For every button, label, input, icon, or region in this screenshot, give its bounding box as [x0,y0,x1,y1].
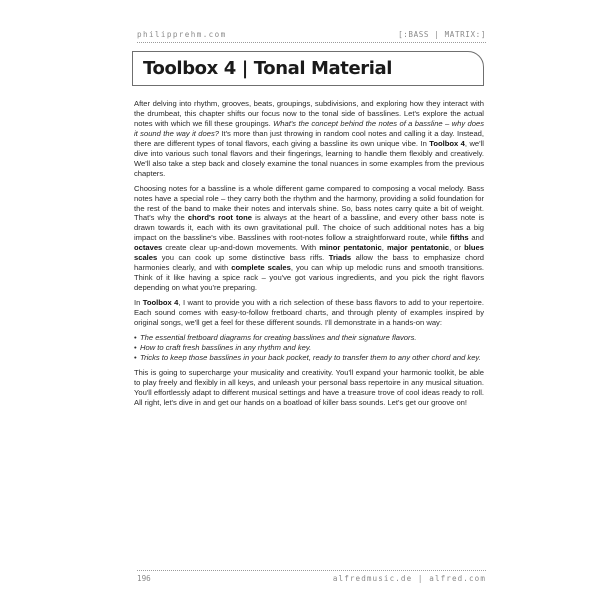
text-run: allow the bass to emphasize chord harmonies clearly, and with [134,253,484,273]
bold-term: Toolbox 4 [429,138,465,148]
bold-term: major pentatonic [386,243,450,253]
bullet-item: • The essential fretboard diagrams for creating basslines and their signature flavors. [134,333,484,343]
page-number: 196 [137,574,151,583]
chapter-title-box [132,51,484,86]
text-run: , [381,243,387,253]
text-run: , or [449,243,465,253]
header-book-title: [:BASS | MATRIX:] [398,30,486,39]
text-run: It's more than just throwing in random cool notes and calling it a day. Instead, there are different types of tonal flavors, each giving a bassline its own unique vibe. In [134,128,484,148]
bold-term: chord's root tone [187,213,253,223]
paragraph-toolbox [134,298,484,328]
bold-term: octaves [134,243,163,253]
bullet-list [134,333,484,363]
text-run: , I want to provide you with a rich selection of these bass flavors to add to your repertoire. Each sound comes with easy-to-follow fretboard charts, and through plenty of examples inspired by original songs, we'll get a feel for these different sounds. I'll demonstrate in a hands-on way: [134,298,484,328]
footer-publisher: alfredmusic.de | alfred.com [332,574,486,583]
bold-term: Toolbox 4 [142,298,179,308]
bold-term: minor pentatonic [319,243,382,253]
body-text [134,99,484,413]
paragraph-closing: This is going to supercharge your musicality and creativity. You'll expand your harmonic toolkit, be able to play freely and flexibly in all keys, and unleash your personal bass repertoire in any musical situation. You'll effortlessly adapt to different musical settings and have a treasure trove of cool ideas ready to roll. All right, let's dive in and get our hands on a boatload of killer bass sounds. Let's get our groove on! [134,367,484,407]
text-run: is always at the heart of a bassline, and every other bass note is drawn towards it, each with its own gravitational pull. The choice of such additional notes has a big impact on the bassline's vibe. Basslines with root-notes follow a straightforward route, while [134,213,484,243]
text-run: Choosing notes for a bassline is a whole different game compared to composing a vocal melody. Bass notes have a special role – they carry both the rhythm and the harmony, providing a solid foundation for the rest of the band to make their notes and intervals shine. So, bass notes carry quite a bit of weight. That's why the [134,183,484,223]
bold-term: complete scales [231,263,291,273]
running-footer [137,573,486,585]
chapter-title: Toolbox 4 | Tonal Material [143,58,393,79]
bullet-item: • Tricks to keep those basslines in your back pocket, ready to transfer them to any other chord and key. [134,353,484,363]
text-run: create clear up-and-down movements. With [162,243,320,253]
text-run: , you can whip up melodic runs and smooth transitions. Think of it like having a spice rack – you've got various ingredients, and you pick the right flavors depending on what you're preparing. [134,263,484,293]
text-run: you can cook up some distinctive bass riffs. [157,253,329,263]
running-header [137,28,486,40]
bold-term: fifths [450,233,469,243]
text-run: After delving into rhythm, grooves, beats, groupings, subdivisions, and exploring how they interact with the drumbeat, this chapter shifts our focus now to the tonal side of basslines. Let's explore the actual notes with which we fill these groupings. [134,99,484,128]
text-run: and [468,233,485,243]
paragraph-notes [134,184,484,293]
bold-term: blues scales [134,243,484,263]
text-run: In [134,298,143,308]
italic-question: What's the concept behind the notes of a bassline – why does it sound the way it does? [134,118,484,138]
footer-divider [137,570,486,571]
text-run: , we'll dive into various such tonal flavors and their fingerings, learning to handle them flexibly and creatively. We'll also take a step back and closely examine the tonal nuances in some examples from the previous chapters. [134,138,484,178]
header-website: philipprehm.com [137,30,227,39]
paragraph-intro [134,99,484,179]
header-divider [137,42,486,43]
bullet-item: • How to craft fresh basslines in any rhythm and key. [134,343,484,353]
bold-term: Triads [328,253,352,263]
